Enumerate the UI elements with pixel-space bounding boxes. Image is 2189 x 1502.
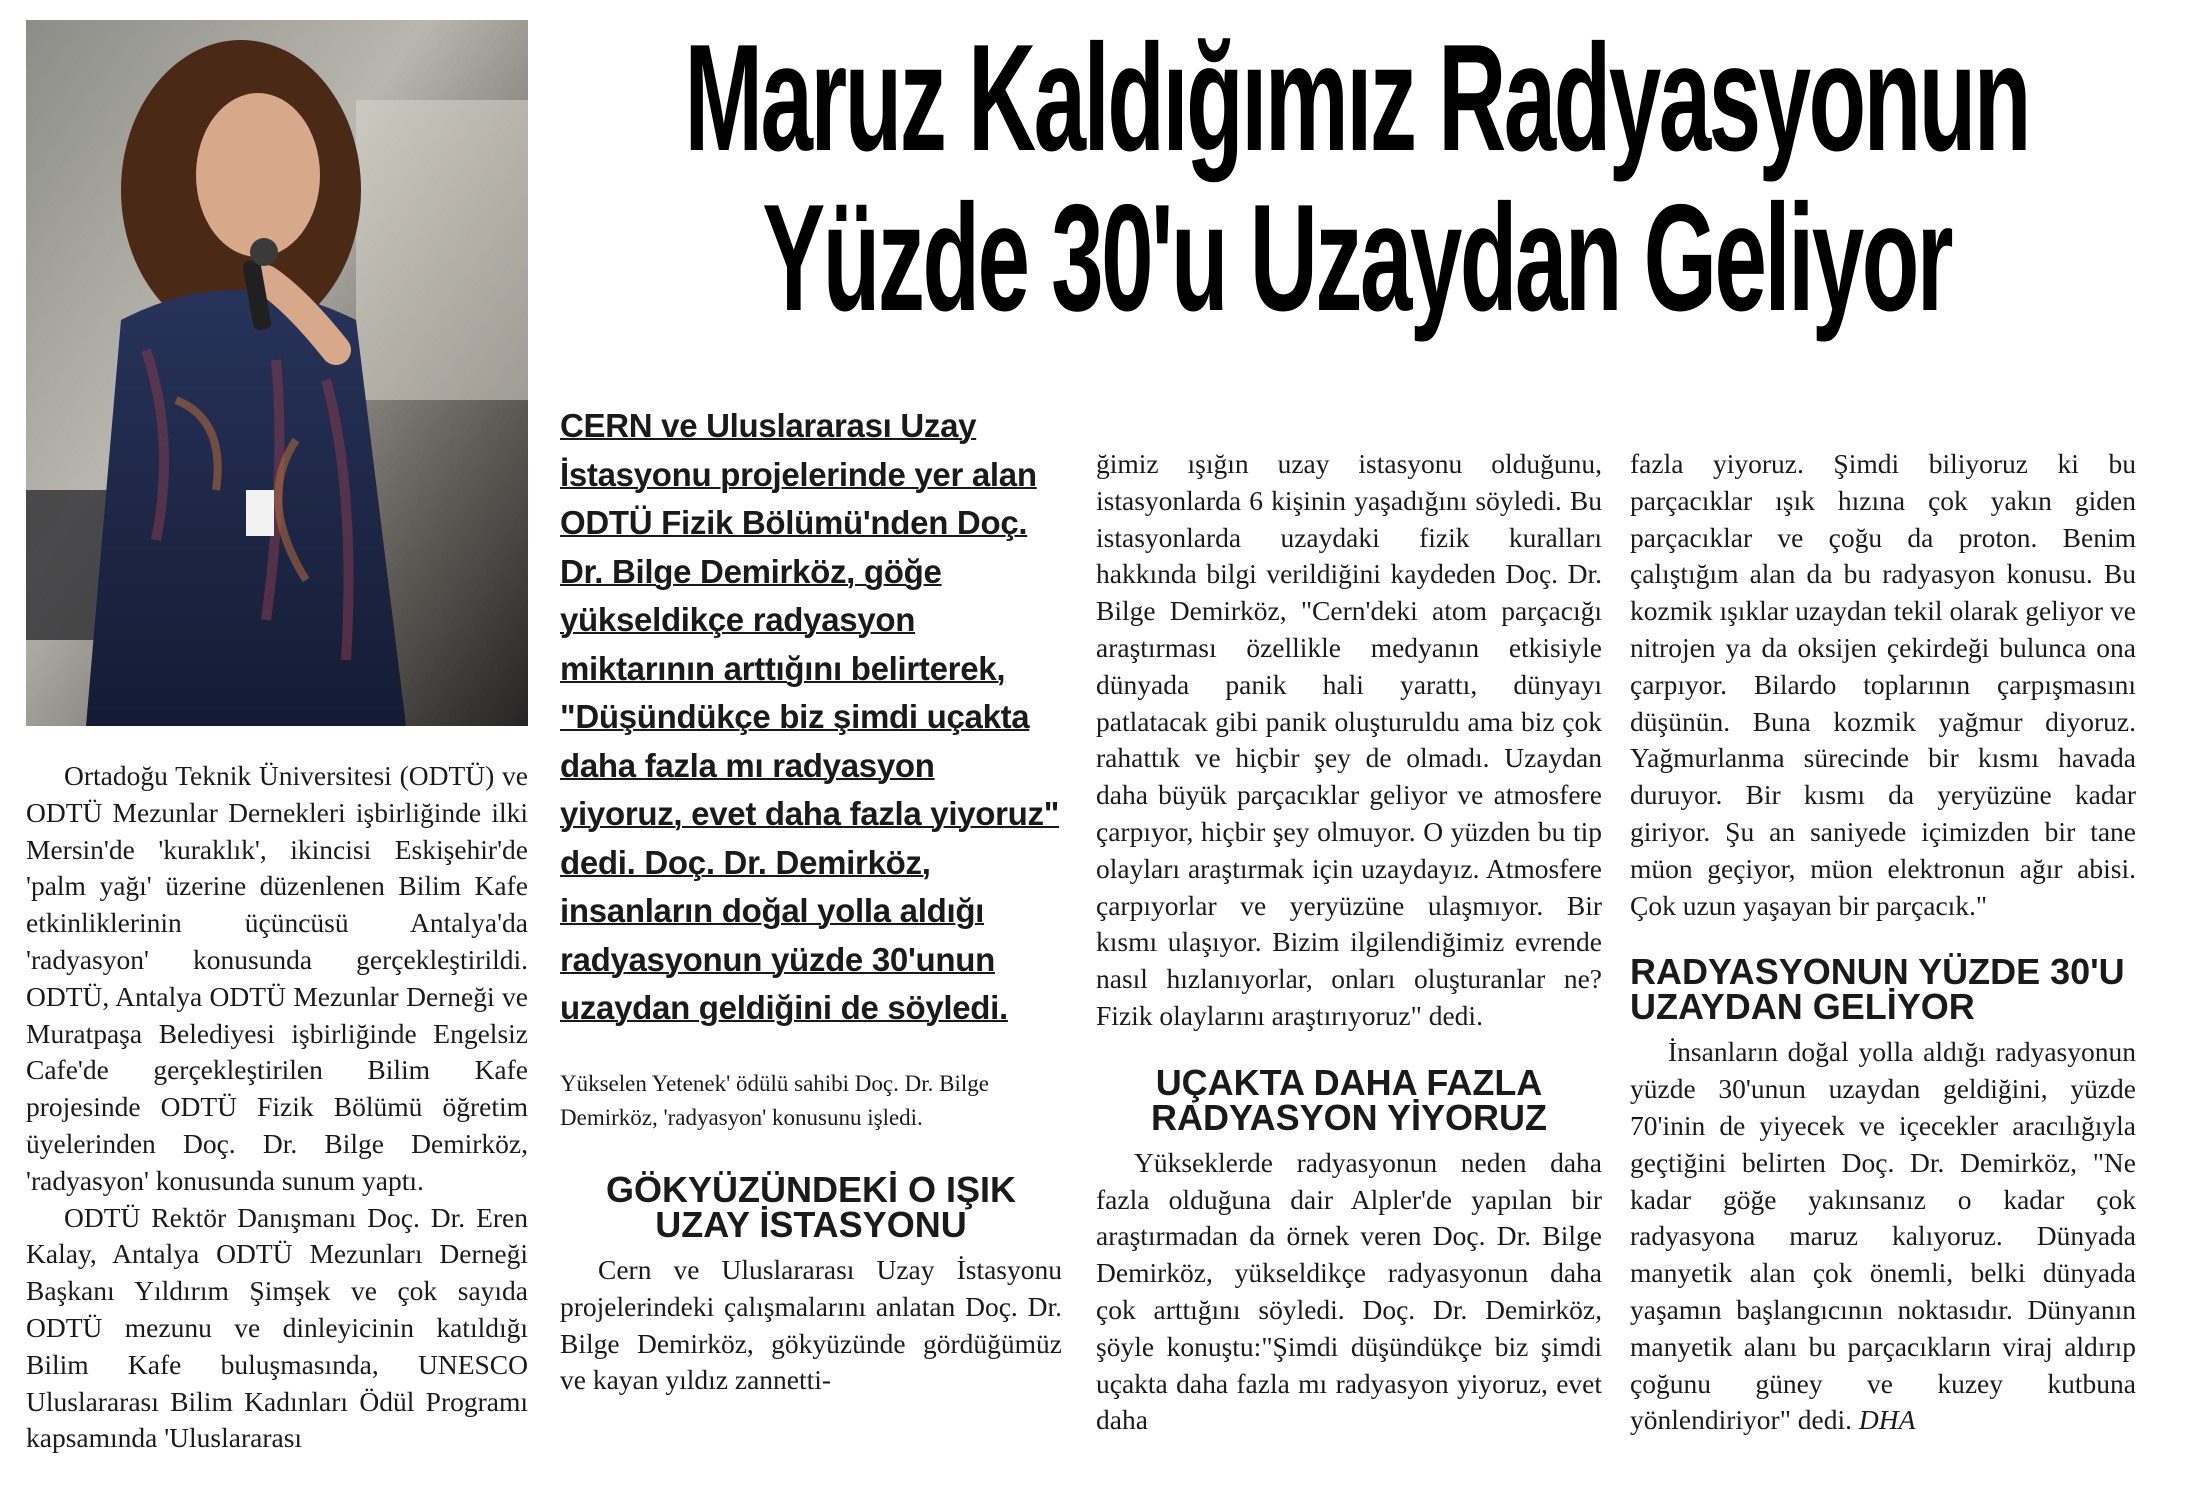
subhead-gokyuzundeki: GÖKYÜZÜNDEKİ O IŞIK UZAY İSTASYONU (605, 1169, 1017, 1245)
headline (560, 13, 2029, 343)
col4-paragraph-2 (1630, 1034, 2136, 1439)
col2-paragraph-1: Cern ve Uluslararası Uzay İstasyonu projelerindeki çalışmalarını anlatan Doç. Dr. Bilge Demirköz, gökyüzünde gördüğümüz ve kayan yıldız zannetti- (560, 1254, 1062, 1396)
col3-paragraph-2: Yükseklerde radyasyonun neden daha fazla olduğuna dair Alpler'de yapılan bir araştırmadan da örnek veren Doç. Dr. Bilge Demirköz, yükseldikçe radyasyonun daha çok arttığını söyledi. Doç. Dr. Demirköz, şöyle konuştu:"Şimdi düşündükçe biz şimdi uçakta daha fazla mı radyasyon yiyoruz, evet daha (1096, 1146, 1602, 1436)
subhead-ucakta: UÇAKTA DAHA FAZLA RADYASYON YİYORUZ (1150, 1061, 1548, 1138)
col1-paragraph-1: Ortadoğu Teknik Üniversitesi (ODTÜ) ve ODTÜ Mezunlar Dernekleri işbirliğinde ilki Mersin'de 'kuraklık', ikincisi Eskişehir'de 'palm yağı' üzerine düzenlenen Bilim Kafe etkinliklerinin üçüncüsü Antalya'da 'radyasyon' konusunda gerçekleştirildi. ODTÜ, Antalya ODTÜ Mezunlar Derneği ve Muratpaşa Belediyesi işbirliğinde Engelsiz Cafe'de gerçekleştirilen Bilim Kafe projesinde ODTÜ Fizik Bölümü öğretim üyelerinden Doç. Dr. Bilge Demirköz, 'radyasyon' konusunda sunum yaptı. (26, 760, 528, 1196)
headline-line-1: Maruz Kaldığımız Radyasyonun (684, 13, 2029, 183)
column-2-lead (560, 402, 1062, 1135)
col4-paragraph-2-text: İnsanların doğal yolla aldığı radyasyonun yüzde 30'unun uzaydan geldiğini, yüzde 70'inin de yiyecek ve içecekler aracılığıyla geçtiğini belirten Doç. Dr. Demirköz, "Ne kadar göğe yakınsanız o kadar çok radyasyona maruz kalıyoruz. Dünyada manyetik alan çok önemli, belki dünyada yaşamın başlangıcının noktasıdır. Dünyanın manyetik alanı bu parçacıkların viraj aldırıp çoğunu güney ve kuzey kutbuna yönlendiriyor" dedi. (1630, 1036, 2136, 1436)
photo-caption: Yükselen Yetenek' ödülü sahibi Doç. Dr. Bilge Demirköz, 'radyasyon' konusunu işledi. (560, 1070, 989, 1130)
column-2-body (560, 1152, 1062, 1399)
column-3 (1096, 446, 1602, 1439)
headline-line-2: Yüzde 30'u Uzaydan Geliyor (762, 173, 1952, 343)
column-4 (1630, 446, 2136, 1439)
speaker-photo (26, 20, 528, 726)
col1-paragraph-2: ODTÜ Rektör Danışmanı Doç. Dr. Eren Kalay, Antalya ODTÜ Mezunları Derneği Başkanı Yıldırım Şimşek ve çok sayıda ODTÜ mezunu ve dinleyicinin katıldığı Bilim Kafe buluşmasında, UNESCO Uluslararası Bilim Kadınları Ödül Programı kapsamında 'Uluslararası (26, 1201, 528, 1454)
lead-paragraph: CERN ve Uluslararası Uzay İstasyonu projelerinde yer alan ODTÜ Fizik Bölümü'nden Doç. Dr. Bilge Demirköz, göğe yükseldikçe radyasyon miktarının arttığını belirterek, "Düşündükçe biz şimdi uçakta daha fazla mı radyasyon yiyoruz, evet daha fazla yiyoruz" dedi. Doç. Dr. Demirköz, insanların doğal yolla aldığı radyasyonun yüzde 30'unun uzaydan geldiğini de söyledi. (560, 407, 1060, 1026)
column-1 (26, 758, 528, 1457)
col4-paragraph-1: fazla yiyoruz. Şimdi biliyoruz ki bu parçacıklar ışık hızına çok yakın giden parçacıklar ve çoğu da proton. Benim çalıştığım alan da bu radyasyon konusu. Bu kozmik ışıklar uzaydan tekil olarak geliyor ve nitrojen ya da oksijen çekirdeği bulunca ona çarpıyor. Bilardo toplarının çarpışmasını düşünün. Buna kozmik yağmur diyoruz. Yağmurlanma sürecinde bir kısmı havada duruyor. Bir kısmı da yeryüzüne kadar giriyor. Şu an saniyede içimizden bir tane müon geçiyor, müon elektronun ağır abisi. Çok uzun yaşayan bir parçacık." (1630, 448, 2136, 921)
col3-paragraph-1: ğimiz ışığın uzay istasyonu olduğunu, istasyonlarda 6 kişinin yaşadığını söyledi. Bu istasyonlarda uzaydaki fizik kuralları hakkında bilgi verildiğini kaydeden Doç. Dr. Bilge Demirköz, "Cern'deki atom parçacığı araştırması özellikle medyanın etkisiyle dünyada panik hali yarattı, dünyayı patlatacak gibi panik oluşturuldu ama biz çok rahattık ve hiçbir şey de olmadı. Uzaydan daha büyük parçacıklar geliyor ve atmosfere çarpıyor, hiçbir şey olmuyor. O yüzden bu tip olayları araştırmak için uzaydayız. Atmosfere çarpıyorlar ve yeryüzüne ulaşmıyor. Bir kısmı ulaşıyor. Bizim ilgilendiğimiz evrende nasıl hızlanıyorlar, onları oluşturanlar ne? Fizik olaylarını araştırıyoruz" dedi. (1096, 448, 1602, 1031)
agency-signature: DHA (1858, 1404, 1916, 1436)
subhead-radyasyonun: RADYASYONUN YÜZDE 30'U UZAYDAN GELİYOR (1630, 951, 2125, 1028)
speaker-photo-illustration (26, 20, 528, 726)
